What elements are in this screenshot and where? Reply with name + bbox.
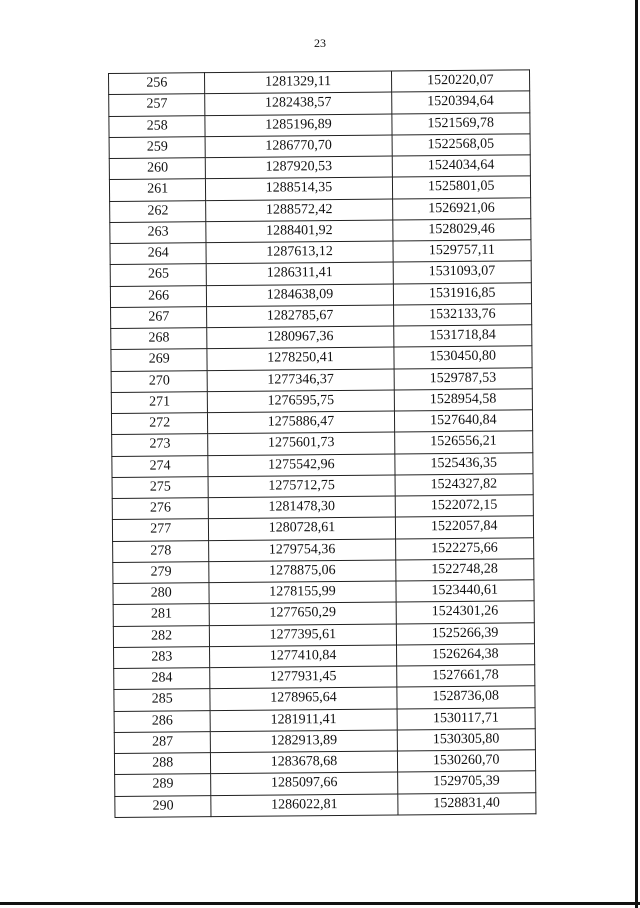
table-row (110, 261, 531, 286)
y-coordinate-cell: 1524327,82 (395, 474, 534, 496)
point-number-cell: 280 (113, 583, 210, 605)
y-coordinate-cell: 1529705,39 (397, 771, 536, 793)
point-number-cell: 272 (111, 413, 208, 435)
table-row (110, 240, 531, 265)
point-number-cell: 265 (110, 264, 207, 286)
x-coordinate-cell: 1288514,35 (206, 177, 392, 200)
x-coordinate-cell: 1281478,30 (209, 496, 395, 519)
y-coordinate-cell: 1529757,11 (392, 240, 531, 262)
x-coordinate-cell: 1287920,53 (206, 156, 392, 179)
coordinates-table (108, 69, 536, 817)
y-coordinate-cell: 1520394,64 (391, 91, 530, 113)
x-coordinate-cell: 1287613,12 (206, 241, 392, 264)
y-coordinate-cell: 1524034,64 (392, 155, 531, 177)
table-row (111, 367, 532, 392)
table-row (111, 304, 532, 329)
x-coordinate-cell: 1288572,42 (206, 199, 392, 222)
point-number-cell: 273 (112, 434, 209, 456)
point-number-cell: 286 (114, 710, 211, 732)
point-number-cell: 290 (115, 795, 212, 817)
y-coordinate-cell: 1531093,07 (393, 261, 532, 283)
y-coordinate-cell: 1520220,07 (391, 70, 530, 92)
table-row (111, 410, 532, 435)
point-number-cell: 281 (113, 604, 210, 626)
coordinates-table-body (109, 70, 536, 817)
point-number-cell: 260 (109, 158, 206, 180)
y-coordinate-cell: 1527661,78 (396, 665, 535, 687)
y-coordinate-cell: 1528954,58 (394, 389, 533, 411)
x-coordinate-cell: 1278965,64 (210, 687, 396, 710)
y-coordinate-cell: 1528831,40 (397, 792, 536, 814)
point-number-cell: 263 (110, 221, 207, 243)
y-coordinate-cell: 1526556,21 (394, 431, 533, 453)
y-coordinate-cell: 1527640,84 (394, 410, 533, 432)
x-coordinate-cell: 1278875,06 (209, 560, 395, 583)
table-row (111, 325, 532, 350)
point-number-cell: 268 (111, 328, 208, 350)
point-number-cell: 289 (115, 774, 212, 796)
x-coordinate-cell: 1278155,99 (209, 581, 395, 604)
x-coordinate-cell: 1277931,45 (210, 666, 396, 689)
point-number-cell: 278 (113, 540, 210, 562)
point-number-cell: 271 (111, 391, 208, 413)
y-coordinate-cell: 1523440,61 (395, 580, 534, 602)
y-coordinate-cell: 1526921,06 (392, 197, 531, 219)
y-coordinate-cell: 1529787,53 (394, 367, 533, 389)
x-coordinate-cell: 1275712,75 (208, 475, 394, 498)
x-coordinate-cell: 1280967,36 (207, 326, 393, 349)
x-coordinate-cell: 1278250,41 (207, 347, 393, 370)
point-number-cell: 256 (109, 73, 206, 95)
x-coordinate-cell: 1285196,89 (205, 114, 391, 137)
x-coordinate-cell: 1282913,89 (211, 730, 397, 753)
table-row (114, 707, 535, 732)
y-coordinate-cell: 1531718,84 (393, 325, 532, 347)
page-number: 23 (314, 36, 326, 50)
x-coordinate-cell: 1280728,61 (209, 517, 395, 540)
point-number-cell: 261 (109, 179, 206, 201)
x-coordinate-cell: 1285097,66 (211, 772, 397, 795)
point-number-cell: 269 (111, 349, 208, 371)
y-coordinate-cell: 1522072,15 (395, 495, 534, 517)
y-coordinate-cell: 1525266,39 (396, 622, 535, 644)
x-coordinate-cell: 1288401,92 (206, 220, 392, 243)
y-coordinate-cell: 1522748,28 (395, 559, 534, 581)
scan-edge-right (635, 0, 638, 908)
point-number-cell: 275 (112, 476, 209, 498)
point-number-cell: 274 (112, 455, 209, 477)
point-number-cell: 279 (113, 561, 210, 583)
point-number-cell: 285 (114, 689, 211, 711)
y-coordinate-cell: 1522057,84 (395, 516, 534, 538)
x-coordinate-cell: 1282438,57 (205, 92, 391, 115)
point-number-cell: 266 (110, 285, 207, 307)
x-coordinate-cell: 1276595,75 (208, 390, 394, 413)
point-number-cell: 276 (112, 498, 209, 520)
table-row (115, 792, 536, 817)
x-coordinate-cell: 1286770,70 (205, 135, 391, 158)
y-coordinate-cell: 1521569,78 (391, 112, 530, 134)
point-number-cell: 258 (109, 115, 206, 137)
y-coordinate-cell: 1530450,80 (393, 346, 532, 368)
table-row (111, 389, 532, 414)
x-coordinate-cell: 1275542,96 (208, 454, 394, 477)
y-coordinate-cell: 1530260,70 (397, 750, 536, 772)
y-coordinate-cell: 1522568,05 (392, 134, 531, 156)
x-coordinate-cell: 1286022,81 (211, 794, 397, 817)
table-row (114, 750, 535, 775)
x-coordinate-cell: 1283678,68 (211, 751, 397, 774)
table-row (115, 771, 536, 796)
x-coordinate-cell: 1277395,61 (210, 624, 396, 647)
y-coordinate-cell: 1524301,26 (396, 601, 535, 623)
x-coordinate-cell: 1277346,37 (208, 369, 394, 392)
scan-edge-bottom (0, 902, 640, 905)
x-coordinate-cell: 1275601,73 (208, 432, 394, 455)
point-number-cell: 288 (114, 753, 211, 775)
point-number-cell: 259 (109, 136, 206, 158)
point-number-cell: 257 (109, 94, 206, 116)
point-number-cell: 287 (114, 731, 211, 753)
y-coordinate-cell: 1522275,66 (395, 537, 534, 559)
x-coordinate-cell: 1277650,29 (210, 602, 396, 625)
table-row (114, 729, 535, 754)
y-coordinate-cell: 1532133,76 (393, 304, 532, 326)
x-coordinate-cell: 1284638,09 (207, 284, 393, 307)
table-row (114, 686, 535, 711)
point-number-cell: 284 (114, 668, 211, 690)
table-row (110, 282, 531, 307)
x-coordinate-cell: 1282785,67 (207, 305, 393, 328)
table-row (111, 346, 532, 371)
y-coordinate-cell: 1525436,35 (394, 452, 533, 474)
point-number-cell: 262 (110, 200, 207, 222)
point-number-cell: 267 (111, 306, 208, 328)
x-coordinate-cell: 1279754,36 (209, 539, 395, 562)
y-coordinate-cell: 1525801,05 (392, 176, 531, 198)
x-coordinate-cell: 1286311,41 (207, 262, 393, 285)
point-number-cell: 282 (113, 625, 210, 647)
y-coordinate-cell: 1531916,85 (393, 282, 532, 304)
y-coordinate-cell: 1530305,80 (397, 729, 536, 751)
point-number-cell: 283 (114, 646, 211, 668)
y-coordinate-cell: 1530117,71 (397, 707, 536, 729)
x-coordinate-cell: 1281911,41 (210, 709, 396, 732)
x-coordinate-cell: 1277410,84 (210, 645, 396, 668)
point-number-cell: 264 (110, 243, 207, 265)
y-coordinate-cell: 1526264,38 (396, 644, 535, 666)
point-number-cell: 277 (112, 519, 209, 541)
point-number-cell: 270 (111, 370, 208, 392)
table-row (114, 665, 535, 690)
x-coordinate-cell: 1275886,47 (208, 411, 394, 434)
y-coordinate-cell: 1528736,08 (396, 686, 535, 708)
x-coordinate-cell: 1281329,11 (205, 71, 391, 94)
y-coordinate-cell: 1528029,46 (392, 219, 531, 241)
